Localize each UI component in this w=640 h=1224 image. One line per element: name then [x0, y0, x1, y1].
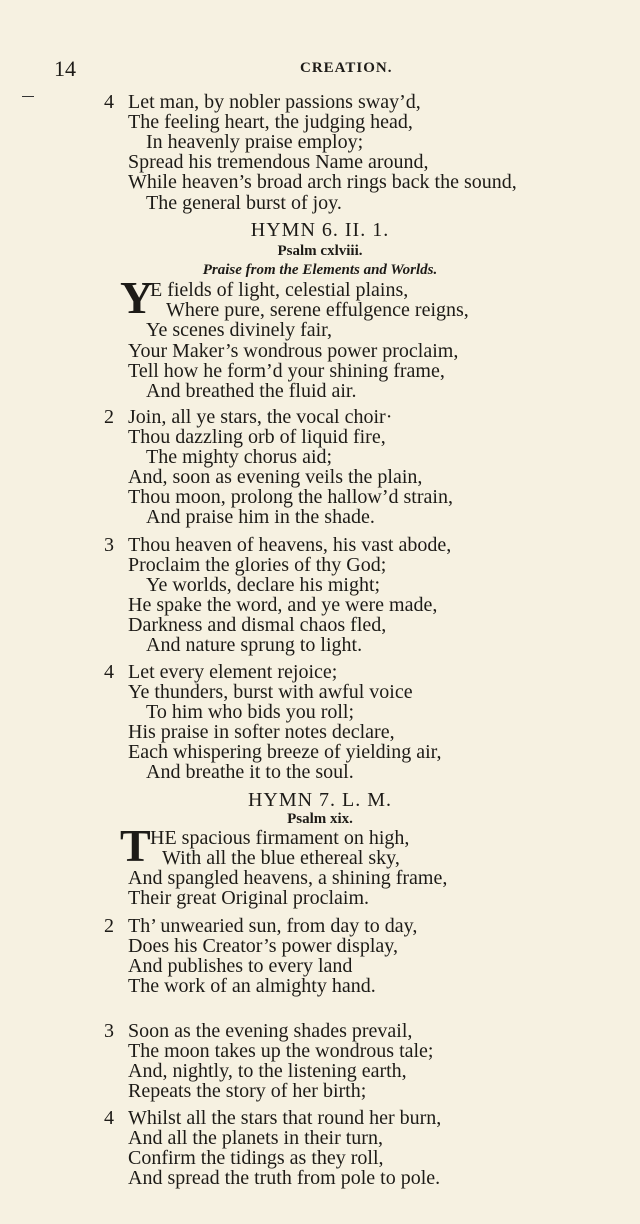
verse-line: Whilst all the stars that round her burn,: [128, 1107, 442, 1129]
hymn-title: HYMN 6. II. 1.: [250, 219, 390, 241]
verse-number: 2: [104, 406, 114, 428]
verse-line: And nature sprung to light.: [146, 634, 363, 656]
verse-line: Join, all ye stars, the vocal choir·: [128, 406, 393, 428]
verse-line: And spread the truth from pole to pole.: [128, 1167, 441, 1189]
verse-line: Does his Creator’s power display,: [128, 935, 398, 957]
verse-line: HE spacious firmament on high,: [150, 827, 410, 849]
hymn-subtitle: Praise from the Elements and Worlds.: [202, 262, 438, 278]
verse-line: Let every element rejoice;: [128, 661, 338, 683]
verse-line: The general burst of joy.: [146, 192, 342, 214]
page-number: 14: [54, 56, 76, 81]
verse-number: 3: [104, 1020, 114, 1042]
verse-line: And, nightly, to the listening earth,: [128, 1060, 407, 1082]
verse-line: Ye worlds, declare his might;: [146, 574, 381, 596]
verse-line: And breathed the fluid air.: [146, 380, 357, 402]
verse-line: With all the blue ethereal sky,: [162, 847, 400, 869]
verse-line: To him who bids you roll;: [146, 701, 355, 723]
psalm-reference: Psalm cxlviii.: [277, 243, 363, 259]
margin-mark: [22, 96, 34, 97]
verse-number: 4: [104, 1107, 114, 1129]
verse-line: Repeats the story of her birth;: [128, 1080, 367, 1102]
verse-number: 4: [104, 91, 114, 113]
verse-line: He spake the word, and ye were made,: [128, 594, 438, 616]
verse-line: Their great Original proclaim.: [128, 887, 370, 909]
drop-cap: Y: [120, 272, 154, 323]
hymn-title: HYMN 7. L. M.: [247, 789, 393, 811]
verse-line: The moon takes up the wondrous tale;: [128, 1040, 434, 1062]
verse-line: Th’ unwearied sun, from day to day,: [128, 915, 418, 937]
verse-line: And breathe it to the soul.: [146, 761, 354, 783]
verse-number: 2: [104, 915, 114, 937]
psalm-reference: Psalm xix.: [287, 811, 353, 827]
verse-line: Let man, by nobler passions sway’d,: [128, 91, 421, 113]
verse-line: While heaven’s broad arch rings back the sound,: [128, 171, 517, 193]
verse-line: And all the planets in their turn,: [128, 1127, 383, 1149]
verse-line: The work of an almighty hand.: [128, 975, 376, 997]
verse-line: And praise him in the shade.: [146, 506, 375, 528]
verse-line: Thou dazzling orb of liquid fire,: [128, 426, 386, 448]
verse-line: In heavenly praise employ;: [146, 131, 364, 153]
verse-line: And publishes to every land: [128, 955, 353, 977]
verse-line: Proclaim the glories of thy God;: [128, 554, 387, 576]
verse-line: Darkness and dismal chaos fled,: [128, 614, 387, 636]
verse-line: The feeling heart, the judging head,: [128, 111, 413, 133]
verse-line: The mighty chorus aid;: [146, 446, 333, 468]
verse-line: Your Maker’s wondrous power proclaim,: [128, 340, 459, 362]
verse-line: Soon as the evening shades prevail,: [128, 1020, 413, 1042]
verse-line: Confirm the tidings as they roll,: [128, 1147, 384, 1169]
verse-line: Ye scenes divinely fair,: [146, 319, 333, 341]
verse-line: Thou moon, prolong the hallow’d strain,: [128, 486, 453, 508]
verse-line: Spread his tremendous Name around,: [128, 151, 429, 173]
drop-cap: T: [120, 820, 151, 871]
verse-line: Where pure, serene effulgence reigns,: [166, 299, 469, 321]
verse-line: E fields of light, celestial plains,: [150, 279, 409, 301]
verse-number: 4: [104, 661, 114, 683]
verse-line: Thou heaven of heavens, his vast abode,: [128, 534, 452, 556]
verse-line: And, soon as evening veils the plain,: [128, 466, 423, 488]
verse-number: 3: [104, 534, 114, 556]
running-head: CREATION.: [300, 60, 393, 76]
verse-line: Each whispering breeze of yielding air,: [128, 741, 442, 763]
verse-line: And spangled heavens, a shining frame,: [128, 867, 448, 889]
verse-line: His praise in softer notes declare,: [128, 721, 395, 743]
verse-line: Ye thunders, burst with awful voice: [128, 681, 413, 703]
verse-line: Tell how he form’d your shining frame,: [128, 360, 445, 382]
